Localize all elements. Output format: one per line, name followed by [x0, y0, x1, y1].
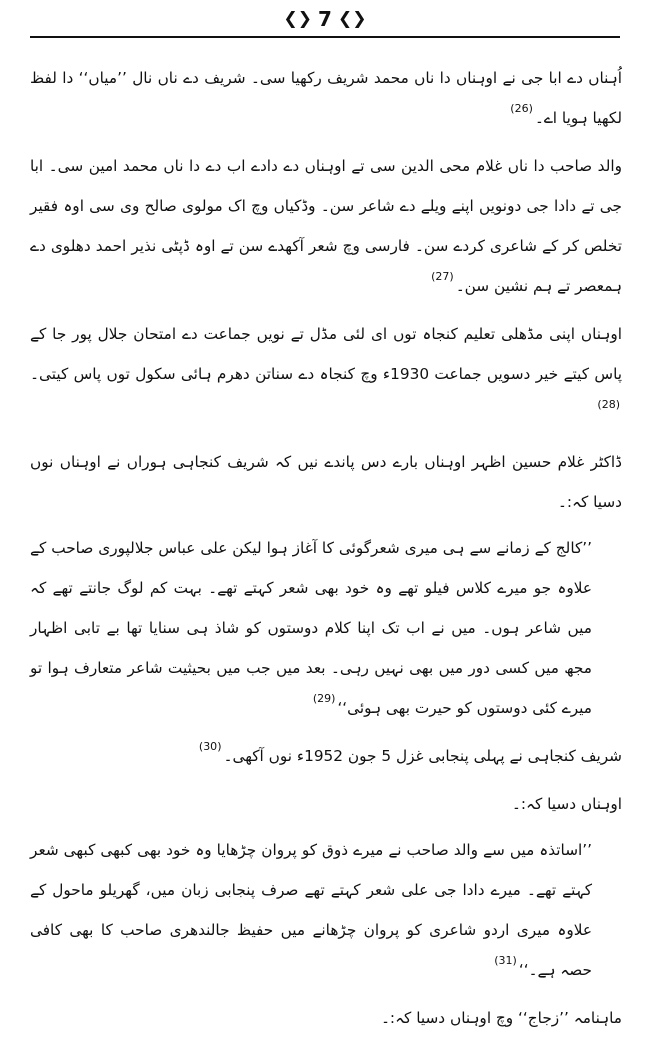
paragraph-4: ڈاکٹر غلام حسین اظہر اوہناں بارے دس پاندے نیں کہ شریف کنجاہی ہوراں نے اوہناں نوں دسیا کہ:۔: [30, 453, 622, 511]
header-rule: [30, 36, 620, 38]
paragraph-3: اوہناں اپنی مڈھلی تعلیم کنجاہ توں ای لئی مڈل تے نویں جماعت دے امتحان جلال پور جا کے پاس کیتے خیر دسویں جماعت 1930ء وچ کنجاہ دے سناتن دھرم ہائی سکول توں پاس کیتی۔$^{(28)}$: [30, 325, 622, 411]
paragraph-1: اُہناں دے ابا جی نے اوہناں دا ناں محمد شریف رکھیا سی۔ شریف دے ناں نال ’’میاں‘‘ دا لفظ لکھیا ہویا اے۔$^{(26)}$: [30, 69, 622, 127]
ornament-right-icon: ❮❯: [337, 8, 367, 29]
page-body: [30, 58, 622, 1046]
footnote-ref: (30): [198, 740, 222, 753]
footnote-ref: (29): [312, 692, 336, 705]
block-quote-1: ’’کالج کے زمانے سے ہی میری شعرگوئی کا آغاز ہوا لیکن علی عباس جلالپوری صاحب کے علاوہ جو میرے کلاس فیلو تھے وہ خود بھی شعر کہتے تھے۔ بہت کم لوگ جانتے تھے کہ میں شاعر ہوں۔ میں نے اب تک اپنا کلام دوستوں کو شاذ ہی سنایا تھا بے تابی اظہار مجھ میں کسی دور میں بھی نہیں رہی۔ بعد میں جب میں بحیثیت شاعر متعارف ہوا تو میرے کئی دوستوں کو حیرت بھی ہوئی‘‘$^{(29)}$: [30, 539, 592, 717]
paragraph-6: اوہناں دسیا کہ:۔: [511, 795, 622, 813]
footnote-ref: (31): [494, 954, 517, 967]
page-header: [0, 4, 650, 34]
footnote-ref: (26): [510, 102, 533, 115]
paragraph-7: ماہنامہ ’’زجاج‘‘ وچ اوہناں دسیا کہ:۔: [380, 1009, 622, 1027]
paragraph-5: شریف کنجاہی نے پہلی پنجابی غزل 5 جون 1952ء نوں آکھی۔$^{(30)}$: [198, 740, 622, 765]
block-quote-2: ’’اساتذہ میں سے والد صاحب نے میرے ذوق کو پروان چڑھایا وہ خود بھی کبھی کبھی شعر کہتے تھے۔ میرے دادا جی علی شعر کہتے تھے صرف پنجابی زبان میں، گھریلو ماحول کے علاوہ میری اردو شاعری کو پروان چڑھانے میں حفیظ جالندھری صاحب کا بھی کافی حصہ ہے۔‘‘$^{(31)}$: [30, 841, 592, 979]
ornament-left-icon: ❮❯: [283, 8, 313, 29]
footnote-ref: (27): [431, 270, 454, 283]
footnote-ref: (28): [597, 398, 620, 411]
page-number: 7: [318, 7, 332, 31]
paragraph-2: والد صاحب دا ناں غلام محی الدین سی تے اوہناں دے دادے اب دے دا ناں محمد امین سی۔ ابا جی تے دادا جی دونویں اپنے ویلے دے شاعر سن۔ وڈکیاں وچ اک مولوی صالح وی سی اوہ فقیر تخلص کر کے شاعری کردے سن۔ فارسی وچ شعر آکھدے سن تے اوہ ڈپٹی نذیر احمد دھلوی دے ہمعصر تے ہم نشین سن۔$^{(27)}$: [30, 157, 622, 295]
